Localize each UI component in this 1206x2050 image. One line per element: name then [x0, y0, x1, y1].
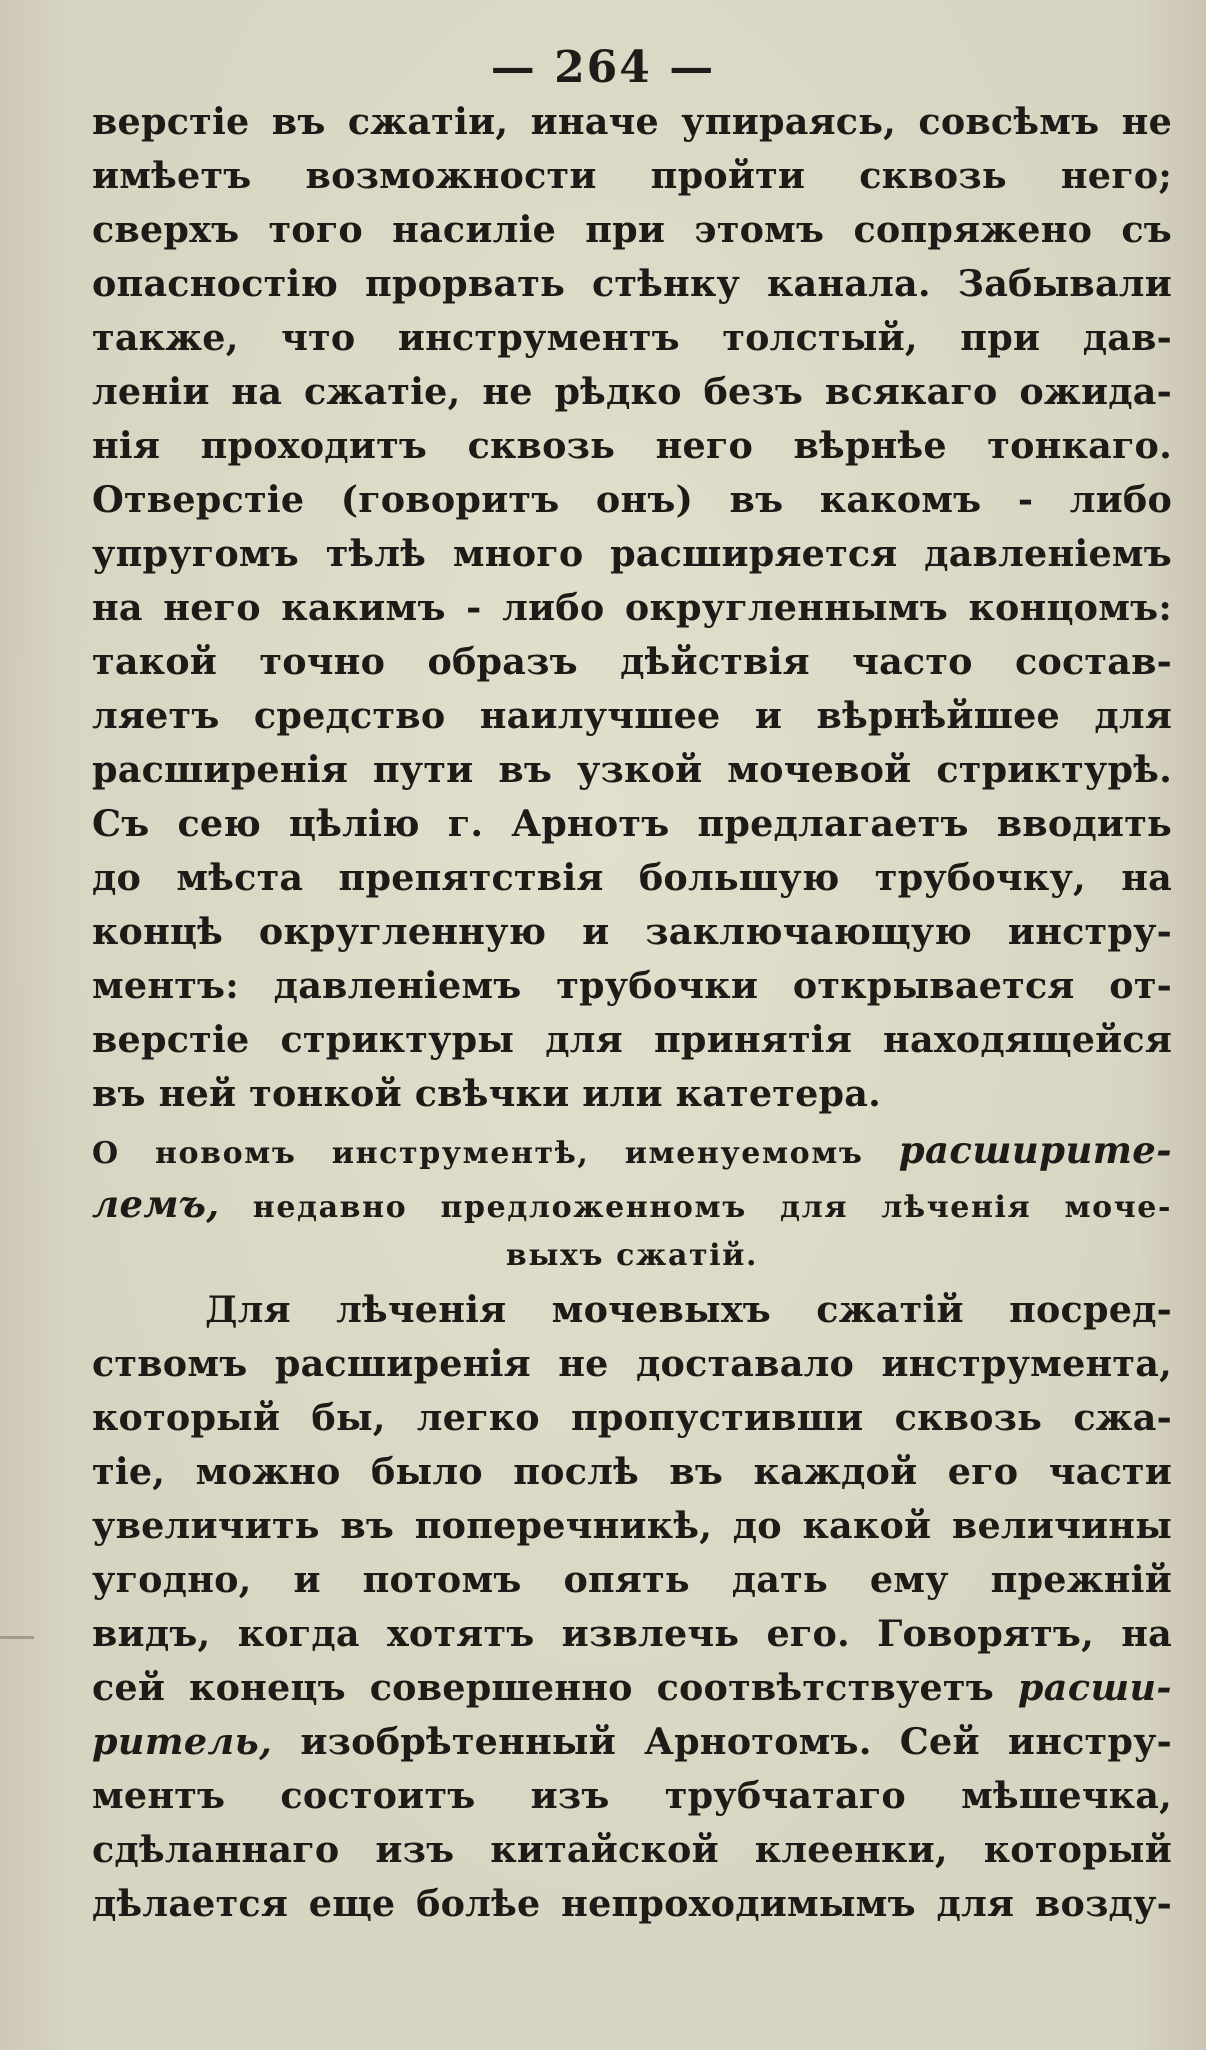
- text-line: [92, 1715, 1172, 1769]
- text-span: сей конецъ совершенно соотвѣтствуетъ: [92, 1666, 994, 1709]
- text-italic: расши-: [1017, 1666, 1172, 1709]
- text-line: ментъ: давленіемъ трубочки открывается от-: [92, 964, 1172, 1007]
- text-line: концѣ округленную и заключающую инстру-: [92, 910, 1172, 953]
- text-line: видъ, когда хотятъ извлечь его. Говорятъ, на: [92, 1612, 1172, 1655]
- section-heading-line: [92, 1177, 1172, 1231]
- text-line: на него какимъ - либо округленнымъ концомъ:: [92, 586, 1172, 629]
- section-heading-italic: лемъ,: [92, 1182, 220, 1226]
- text-line: сдѣланнаго изъ китайской клеенки, который: [92, 1828, 1172, 1871]
- section-heading-text: недавно предложенномъ для лѣченія моче-: [252, 1190, 1173, 1225]
- text-line: ствомъ расширенія не доставало инструмента,: [92, 1342, 1172, 1385]
- section-heading-italic: расширите-: [898, 1128, 1172, 1172]
- text-line: Для лѣченія мочевыхъ сжатій посред-: [205, 1288, 1172, 1331]
- text-line: верстіе въ сжатіи, иначе упираясь, совсѣмъ не: [92, 100, 1172, 143]
- text-line: дѣлается еще болѣе непроходимымъ для возду-: [92, 1882, 1172, 1925]
- text-line: ментъ состоитъ изъ трубчатаго мѣшечка,: [92, 1774, 1172, 1817]
- text-line: расширенія пути въ узкой мочевой стриктурѣ.: [92, 748, 1172, 791]
- text-line: упругомъ тѣлѣ много расширяется давленіемъ: [92, 532, 1172, 575]
- section-heading-line: выхъ сжатій.: [505, 1238, 759, 1273]
- text-line: имѣетъ возможности пройти сквозь него;: [92, 154, 1172, 197]
- text-line: опасностію прорвать стѣнку канала. Забывали: [92, 262, 1172, 305]
- text-line: леніи на сжатіе, не рѣдко безъ всякаго ожида-: [92, 370, 1172, 413]
- text-line: такой точно образъ дѣйствія часто состав-: [92, 640, 1172, 683]
- text-line: ляетъ средство наилучшее и вѣрнѣйшее для: [92, 694, 1172, 737]
- section-heading-line: [92, 1123, 1172, 1177]
- text-line: въ ней тонкой свѣчки или катетера.: [92, 1072, 882, 1115]
- text-line: который бы, легко пропустивши сквозь сжа-: [92, 1396, 1172, 1439]
- section-heading-text: О новомъ инструментѣ, именуемомъ: [92, 1136, 864, 1171]
- text-line: увеличить въ поперечникѣ, до какой величины: [92, 1504, 1172, 1547]
- text-line: [92, 1661, 1172, 1715]
- text-line: также, что инструментъ толстый, при дав-: [92, 316, 1172, 359]
- text-line: до мѣста препятствія большую трубочку, на: [92, 856, 1172, 899]
- text-line: угодно, и потомъ опять дать ему прежній: [92, 1558, 1172, 1601]
- text-line: Съ сею цѣлію г. Арнотъ предлагаетъ вводить: [92, 802, 1172, 845]
- text-line: тіе, можно было послѣ въ каждой его части: [92, 1450, 1172, 1493]
- margin-mark: [0, 1636, 34, 1639]
- text-line: Отверстіе (говоритъ онъ) въ какомъ - либо: [92, 478, 1172, 521]
- text-italic: ритель,: [92, 1720, 273, 1763]
- text-span: изобрѣтенный Арнотомъ. Сей инстру-: [300, 1720, 1172, 1763]
- text-line: верстіе стриктуры для принятія находящейся: [92, 1018, 1172, 1061]
- text-line: нія проходитъ сквозь него вѣрнѣе тонкаго.: [92, 424, 1172, 467]
- page-number: — 264 —: [490, 42, 716, 93]
- text-line: сверхъ того насиліе при этомъ сопряжено съ: [92, 208, 1172, 251]
